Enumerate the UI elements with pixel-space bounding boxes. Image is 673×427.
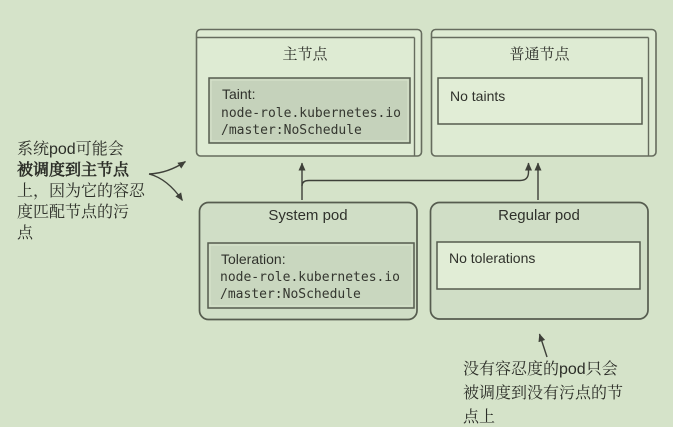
- arrow-left-annotation-to-master-node: [149, 162, 186, 175]
- system-pod-title: System pod: [268, 207, 348, 224]
- arrow-system-pod-to-regular-node: [302, 163, 529, 186]
- toleration-value-line1: node-role.kubernetes.io: [220, 270, 401, 285]
- no-tolerations-label: No tolerations: [449, 250, 536, 266]
- arrow-bottom-annotation-to-regular-pod: [540, 334, 548, 357]
- regular-pod-title: Regular pod: [498, 207, 580, 224]
- left-annotation-line1: 系统pod可能会: [17, 141, 124, 158]
- left-annotation: [17, 139, 145, 244]
- taint-value-line1: node-role.kubernetes.io: [221, 106, 402, 121]
- left-annotation-line4: 度匹配节点的污: [17, 204, 130, 221]
- bottom-right-annotation-line2: 被调度到没有污点的节: [463, 385, 624, 402]
- left-annotation-line3: 上，因为它的容忍: [17, 183, 146, 200]
- toleration-label: Toleration:: [221, 251, 286, 267]
- arrow-left-annotation-to-system-pod: [149, 174, 183, 201]
- left-annotation-line2: 被调度到主节点: [17, 162, 130, 179]
- taint-label: Taint:: [222, 86, 256, 102]
- regular-node-title: 普通节点: [509, 46, 570, 63]
- bottom-right-annotation: [463, 358, 623, 427]
- bottom-right-annotation-line1: 没有容忍度的pod只会: [463, 361, 618, 378]
- toleration-value-line2: /master:NoSchedule: [220, 287, 361, 302]
- no-taints-label: No taints: [450, 88, 506, 104]
- taint-value-line2: /master:NoSchedule: [221, 123, 362, 138]
- bottom-right-annotation-line3: 点上: [463, 409, 496, 426]
- left-annotation-line5: 点: [17, 225, 34, 242]
- master-node-title: 主节点: [282, 46, 328, 63]
